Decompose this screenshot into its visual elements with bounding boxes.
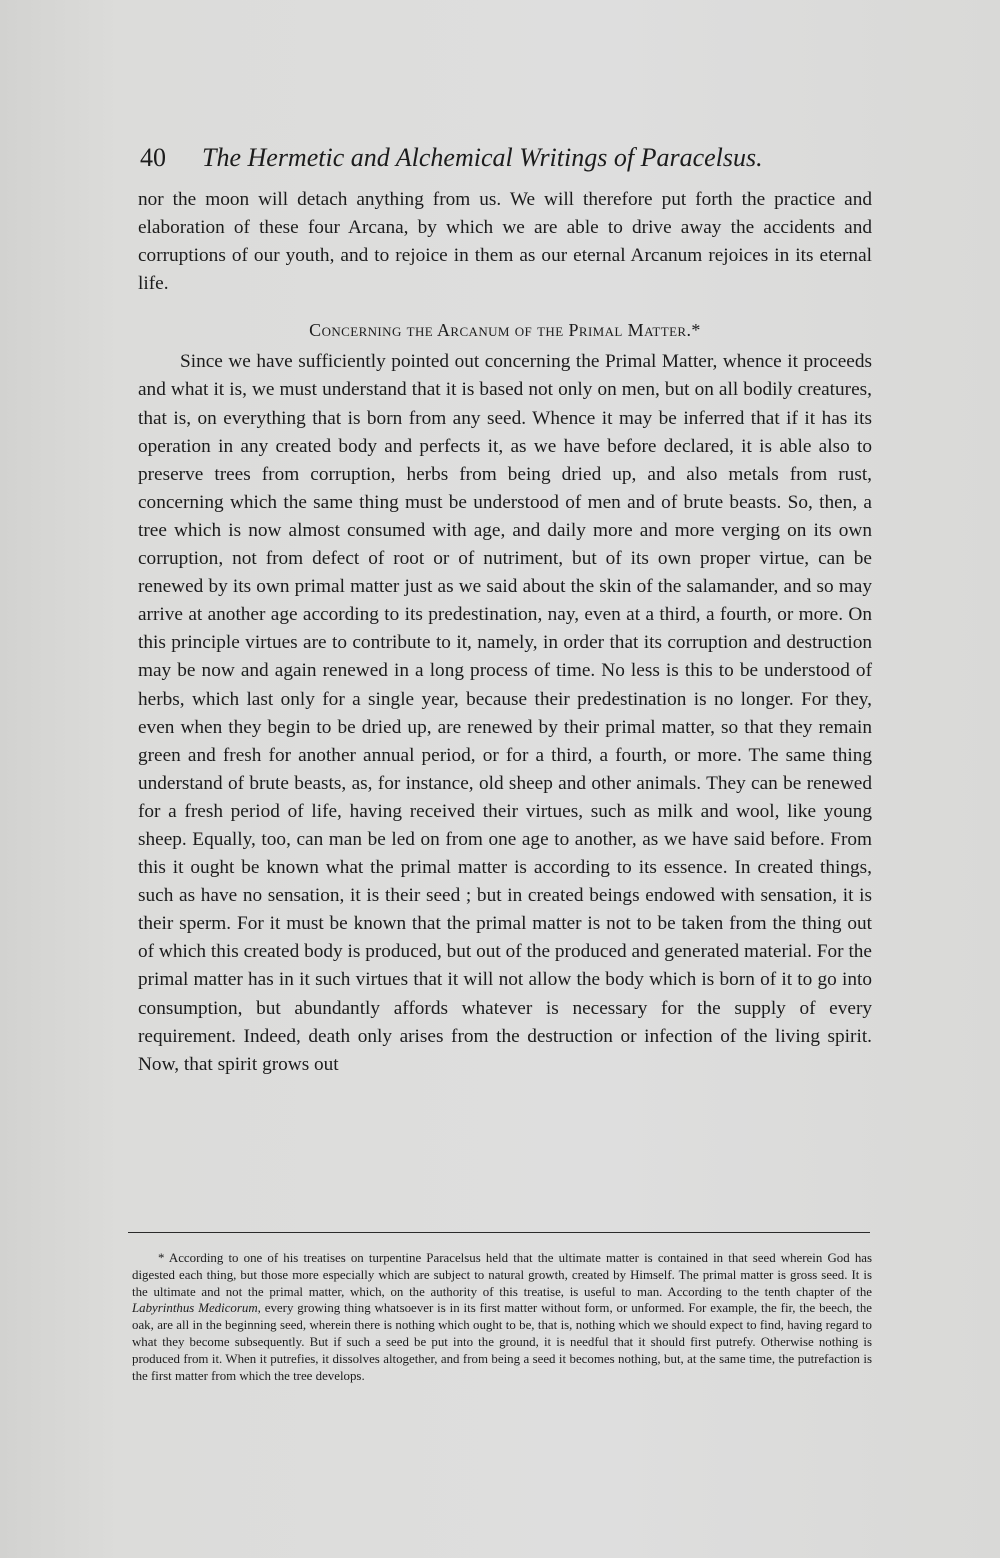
footnote-text-part-2: , every growing thing whatsoever is in its first matter without form, or unformed. For example, the fir, the beech, the oak, are all in the beginning seed, wherein there is nothing which ought to be, that is, nothing which we should expect to find, having regard to what they become subsequently. But if such a seed be put into the ground, it is needful that it should first putrefy. Otherwise nothing is produced from it. When it putrefies, it dissolves altogether, and from being a seed it becomes nothing, but, at the same time, the putrefaction is the first matter from which the tree develops. xyxy=(132,1301,872,1383)
body-paragraph-1: nor the moon will detach anything from us. We will therefore put forth the practice and elaboration of these four Arcana, by which we are able to drive away the accidents and corruptions of our youth, and to rejoice in them as our eternal Arcanum rejoices in its eternal life. xyxy=(138,189,872,295)
footnote-text-part-1: * According to one of his treatises on turpentine Paracelsus held that the ultimate matter is contained in that seed wherein God has digested each thing, but those more especially which are subject to natural growth, created by Himself. The primal matter is gross seed. It is the ultimate and not the primal matter, which, on the authority of this treatise, is useful to man. According to the tenth chapter of the xyxy=(132,1251,872,1299)
running-head xyxy=(138,140,868,176)
body-paragraph-2: Since we have sufficiently pointed out concerning the Primal Matter, whence it proceeds and what it is, we must understand that it is based not only on men, but on all bodily creatures, that is, on everything that is born from any seed. Whence it may be inferred that if it has its operation in any created body and perfects it, as we have before declared, it is able also to preserve trees from corruption, herbs from being dried up, and also metals from rust, concerning which the same thing must be understood of men and of brute beasts. So, then, a tree which is now almost consumed with age, and daily more and more verging on its own corruption, not from defect of root or of nutriment, but of its own proper virtue, can be renewed by its own primal matter just as we said about the skin of the salamander, and so may arrive at another age according to its predestination, nay, even at a third, a fourth, or more. On this principle virtues are to contribute to it, namely, in order that its corruption and destruction may be now and again renewed in a long process of time. No less is this to be understood of herbs, which last only for a single year, because their predestination is no longer. For they, even when they begin to be dried up, are renewed by their primal matter, so that they remain green and fresh for another annual period, or for a third, a fourth, or more. The same thing understand of brute beasts, as, for instance, old sheep and other animals. They can be renewed for a fresh period of life, having received their virtues, such as milk and wool, like young sheep. Equally, too, can man be led on from one age to another, as we have said before. From this it ought be known what the primal matter is according to its essence. In created things, such as have no sensation, it is their seed ; but in created beings endowed with sensation, it is their sperm. For it must be known that the primal matter is not to be taken from the thing out of which this created body is produced, but out of the produced and generated material. For the primal matter has in it such virtues that it will not allow the body which is born of it to go into consumption, but abundantly affords whatever is necessary for the supply of every requirement. Indeed, death only arises from the destruction or infection of the living spirit. Now, that spirit grows out xyxy=(138,351,872,1075)
footnote-block xyxy=(132,1250,872,1384)
page-number: 40 xyxy=(140,143,166,172)
footnote-text xyxy=(132,1250,872,1384)
footnote-divider xyxy=(128,1232,870,1233)
running-title: The Hermetic and Alchemical Writings of Paracelsus. xyxy=(202,143,763,172)
footnote-work-title: Labyrinthus Medicorum xyxy=(132,1301,258,1316)
main-text xyxy=(138,186,872,1079)
section-heading: Concerning the Arcanum of the Primal Matter.* xyxy=(309,320,701,341)
